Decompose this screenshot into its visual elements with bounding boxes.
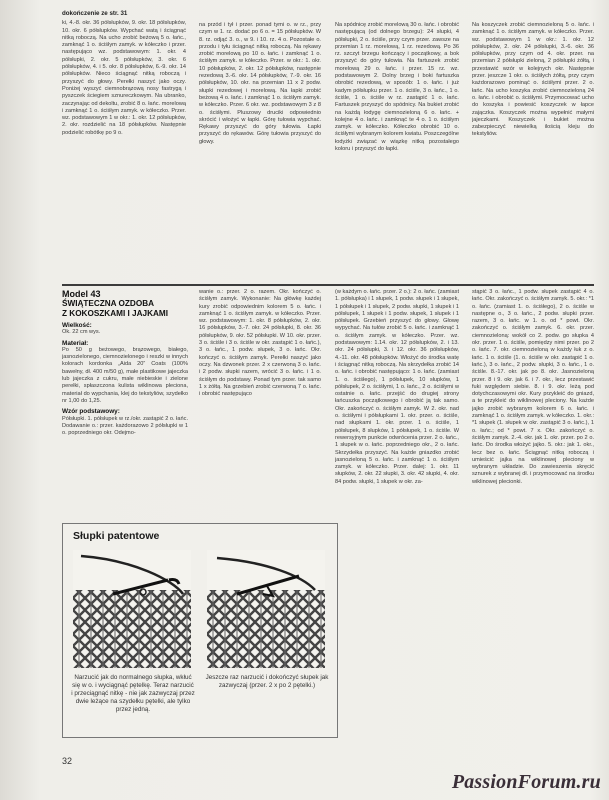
page-number: 32 (62, 756, 73, 766)
top-column-3 (335, 22, 459, 278)
crochet-swatch-right (207, 550, 325, 668)
model-column-3 (335, 289, 459, 749)
text-block: Na koszyczek zrobić ciemnozieloną 5 o. łańc. i zamknąć 1 o. ściśłym zamyk. w kółeczko. Przer. wz. podstawowym 1 w okr.: 1. okr. 12 półsłupków, 2. okr. 24 półsłupki, 3.-6. okr. 36 półsłupków, przy czym od 4. okr. przer. na przemian 2 półsłupki zieloną, 2 półsłupki żółtą, i przestawić wzór w kolejnych okr. Następnie przer. jeszcze 1 okr. o. ściśłych żółtą, przy czym każdorazowo pominąć o. ściśłymi przer. 2 o. łańc. Na ucho koszyka zrobić ciemnozieloną 24 o. łańc. i obrobić o. ściśłymi. Przymocować ucho do koszyka i powiesić koszyczek w łapce zajączka. Koszyczek można wypełnić małymi jajeczkami. Koszyczek i bukiet można zabezpieczyć niewielką ilością kleju do tekstyliów. (472, 22, 594, 138)
materials-text: Po 50 g beżowego, brązowego, białego, jasnozielonego, ciemnozielonego i reszki w innych kolorach kordonka „Aida 20” Coats (100% bawełny, dł. 400 m/50 g), małe plastikowe jajeczka lub jajeczka z cukru, małe niebieskie i zielone perełki, spłaszczona kulista wiklinowa pleciona, materiał do wypchania, klej do tekstyliów, szydełko nr 1,00 do 1,25. (62, 346, 188, 404)
stitch-diagram-box (62, 523, 338, 738)
top-column-2 (199, 22, 321, 278)
text-block: wanie o.: przer. 2 o. razem. Okr. kończyć o. ściśłym zamyk. Wykonanie: Na główkę każdej kury zrobić odpowiednim kolorem 5 o. łańc. i zamknąć 1 o. ściśłym zamyk. w kółeczko. Przer. wz. podstawowym: 1. okr. 8 półsłupków, 2. okr. 16 półsłupków, 3.-7. okr. 24 półsłupki, 8. okr. 36 półsłupków, 9. okr. 52 półsłupki. W 10. okr. przer. 3 o. ściśle i 3 o. ściśle w okr. zastąpić 1 o. łańc.), 3 o. łańc., 1 podw. słupek, 3 o. łańc. Okr. kończyć o. ściśłym zamyk. Perełki naszyć jako oczy. Na dzwonek przer. 2 x czerwoną 3 o. łańc. i 2 podw. słupki razem, wrócić 3 o. łańc. i 1 o. ściśłym do podstawy. Ponad tym przer. tak samo 1 x żółtą. Na grzebień zrobić czerwoną 7 o. łańc. i obrobić następująco (199, 289, 321, 398)
section-divider (62, 284, 594, 286)
diagram-caption-right: Jeszcze raz narzucić i dokończyć słupek jak zazwyczaj (przer. 2 x po 2 pętelki.) (205, 674, 329, 689)
text-block: ki, 4.-8. okr. 36 półsłupków, 9. okr. 18 półsłupków, 10. okr. 6 półsłupków. Wypchać watą i ściągnąć nitką roboczą. Na ucho zrobić beżową 5 o. łańc., zamknąć 1 o. ściśłym zamyk. w kółeczko i przer. następująco wz. podstawowym: 1. okr. 4 półsłupki, 2. okr. 5 półsłupków, 3. okr. 6 półsłupków, 4. i 5. okr. 8 półsłupków, 6.-9. okr. 14 półsłupków. Nieco ściągnąć nitką roboczą i przyszyć do głowy. Perełki naszyć jako oczy. Poniżej wyszyć ciemnobrązową nosy fastrygą i pyszczek ściegiem sznureczkowym. Na ubranko, zaczynając od dekoltu, zrobić 8 o. łańc. morelową i zamknąć 1 o. ściśłym zamyk. w kółeczko. Przer. wz. podstawowym 1 w okr.: 1. okr. 12 półsłupków, 2. okr. rozdzielić na 18 półsłupków. Następnie podzielić robótkę po 9 o. (62, 20, 186, 136)
diagram-caption-left: Narzucić jak do normalnego słupka, wkłuć się w o. i wyciągnąć pętelkę. Teraz narzucić i przeciągnąć nitkę - nie jak zazwyczaj przez dwie leżące na szydełku pętelki, ale tylko przez jedną. (71, 674, 195, 713)
watermark-tld: .ru (576, 771, 601, 793)
size-label: Wielkość: (62, 322, 92, 329)
model-column-4 (472, 289, 594, 749)
model-number: Model 43 (62, 289, 101, 299)
top-column-4 (472, 22, 594, 278)
model-column-2 (199, 289, 321, 521)
materials-label: Materiał: (62, 339, 89, 347)
text-block: Na spódnicę zrobić morelową 30 o. łańc. i obrobić następującą (od dolnego brzegu): 24 słupki, 4 półsłupki, 2 o. ściśle, przy czym przer. zawsze na przemian 1 rz. morelową, 1 rz. rezedową. Po 36 rz. szczyt brzegu kończący i początkowy, a bok przyszyć do góry tułowia. Na fartuszek zrobić morelową 29 o. łańc. i przer. 15 rz. wz. podstawowym 2. Dolny brzeg i boki fartuszka obrobić rezedową, w sposób: 1 o. łańc. i już kadym półsłupku przer. 1 o. ściśle, 3 o. łańc., 1 o. ściśle, 1 o. ściśle w rz. zastąpić 1 o. łańc. Fartuszek przyszyć do spódnicy. Na bukiet zrobić na każdą łodygę ciemnozieloną 6 o. łańc. + kolejne 4 o. łańc. i zamknąć te 4 o. 1 o. ściśłym zamyk. w kółeczko. Kółeczko obrobić 10 o. ściśłymi wybranym kolorem kwiatu. Poszczególne łodyżki związać w wiązkę nitką pozostałego koloru i przyszyć do łapki. (335, 22, 459, 153)
size-text: Ok. 22 cm wys. (62, 329, 101, 336)
text-block: (w każdym o. łańc. przer. 2 o.): 2 o. łańc. (zamiast 1. półsłupka) i 1 słupek, 1 podw. słupek i 1 słupek, 1 półsłupek i 1 słupek, 2 podw. słupki, 1 słupek i 1 półsłupek, 1 słupek i 1 podw. słupek, 1 słupek i 1 półsłupek. Grzebień przyszyć do głowy. Głowę wypychać. Na tułów zrobić 5 o. łańc. i zamknąć 1 o. ściśłym zamyk. w kółeczko. Przer. wz. podstawowym: 1.14. okr. 12 półsłupków, 2. i 13. okr. 24 półsłupki, 3. i 12. okr. 36 półsłupków, 4.-11. okr. 48 półsłupków. Włożyć do środka watę i ściągnąć nitką roboczą. Na skrzydełka zrobić 14 o. łańc. i obrobić następująco: 1 o. łańc. (zamiast 1. o. ściśłego), 1 półsłupek, 10 słupków, 1 półsłupek, 2 o. ściśłymi, 1 o. łańc., 2 o. ściśłymi w ostatnie o. łańc. przejść do drugiej strony łańcuszka początkowego i obrobić ją tak samo. Okr. zakończyć o. ściśłym zamyk. W 2. okr. nad o. ściśłymi i półsłupkami 1. okr. przer. o. ściśle, nad słupkami 1. okr. przer. 1 o. ściśle, 1 półsłupek, 8 słupków, 1 półsłupek, 1 o. ściśle. W rewersyjnym punkcie odwrócenia przer. 2 o. łańc., 1 słupek w o. łańc. poprzedniego okr., 2 o. łańc. Skrzydełka przyszyć. Na każde gniazdko zrobić jasnozieloną 5 o. łańc. i zamknąć 1 o. ściśłym zamyk. w kółeczko. Przer. dalej: 1. okr. 11 słupków, 2. okr. 22 słupki, 3. okr. 42 słupki, 4. okr. 84 podw. słupki, 1 słupek w okr. za- (335, 289, 459, 485)
model-column-1 (62, 289, 188, 521)
continuation-heading: dokończenie ze str. 31 (62, 10, 128, 17)
top-column-1 (62, 10, 186, 278)
model-title-line-1: ŚWIĄTECZNA OZDOBA (62, 299, 155, 308)
crochet-swatch-left (73, 550, 191, 668)
diagram-title: Słupki patentowe (73, 530, 160, 542)
watermark-main: PassionForum (451, 771, 577, 793)
model-title-line-2: Z KOKOSZKAMI I JAJKAMI (62, 308, 168, 318)
text-block: stąpić 3 o. łańc., 1 podw. słupek zastąpić 4 o. łańc. Okr. zakończyć o. ściśłym zamyk. 5. okr.: *1 o. łańc. (zamiast 1. o. ściśłego), 2 o. ściśle w następne o., 3 o. łańc., 2 podw. słupki przer. razem, 3 o. łańc. w 1. o. od * powt. Okr. zakończyć o. ściśłym zamyk. 6. okr. przer. ciemnozieloną: wokół co 2. podw. go słupka 4 okr. przer. 1 o. ściśle, pomiędzy nimi przer. po 2 o. łańc. 7. okr. ciemnozieloną w każdy łuk z o. łańc. 1 o. ściśle (1. o. ściśle w okr. zastąpić 1 o. łańc.), 3 o. łańc., 2 podw. słupki, 3 o. łańc., 1 o. ściśle. 8.-17. okr. jak po 8. okr. Jasnozieloną przer. 8 i 9. okr. jak 6. i 7. okr., lecz przestawić fuki względem siebie. 8. i 9. okr. leżą pod dotychczasowymi okr. Kury przykleić do gniazd, a te przykleić do wiklinowej pleciony. Na każde jajko zrobić wybranym kolorem 6 o. łańc. i zamknąć 1 o. ściśłym zamyk. w kółeczko. 1. okr.: *1 słupek (1. słupek w okr. zastąpić 3 o. łańc.), 1 o. łańc.; od * powt. 7 x. Okr. zakończyć o. ściśłym zamyk. 2.-4. okr. jak 1. okr. przer. po 2 o. łańc. Do środka włożyć jajko. 5. okr.: jak 1. okr., lecz bez o. łańc. Ściągnąć nitką roboczą i umieścić jajka na wiklinowej pleciony w wybranym układzie. Do zawieszenia skręcić sznurek z wybranej dł. i przymocować na środku wiklinowej plecionki. (472, 289, 594, 485)
watermark (452, 771, 601, 794)
text-block: na przód i tył i przer. ponad tymi o. w rz., przy czym w 1. rz. dodać po 6 o. = 15 półsłupków. W 8. rz. odjąć 3. o., w 9. i 10. rz. 4 o. Pozostałe o. przodu i tyłu ściągnąć nitką roboczą. Na rękawy zrobić morelową po 10 o. łańc. i zamknąć 1 o. ściśłym zamyk. w kółeczko. Przer. w okr.: 1. okr. 10 półsłupków, 2. okr. 12 półsłupków, następnie rezedową 3.-6. okr. 14 półsłupków, 7.-9. okr. 16 półsłupków, 10. okr. na przemian 11 x 2 podw. słupki rezedowej i morelową. Na łapki zrobić beżową 4 o. łańc. i zamknąć 1 o. ściśłym zamyk. w kółeczko. Przer. 6 okr. wz. podstawowym 3 z 8 o. ściśłymi. Pluszowy druciki odpowiednio skrócić i włożyć w łapki. Górę tułowia wypchać. Rękawy przyszyć do góry tułowia. Łapki przyszyć do rękawów. Górę tułowia przyszyć do głowy. (199, 22, 321, 145)
basic-pattern-text: Półsłupki. 1. półsłupek w rz./okr. zastąpić 2 o. łańc. Dodawanie o.: przer. każdorazowo 2 półsłupki w 1 o. poprzedniego okr. Odejmo- (62, 415, 188, 437)
basic-pattern-label: Wzór podstawowy: (62, 408, 120, 416)
